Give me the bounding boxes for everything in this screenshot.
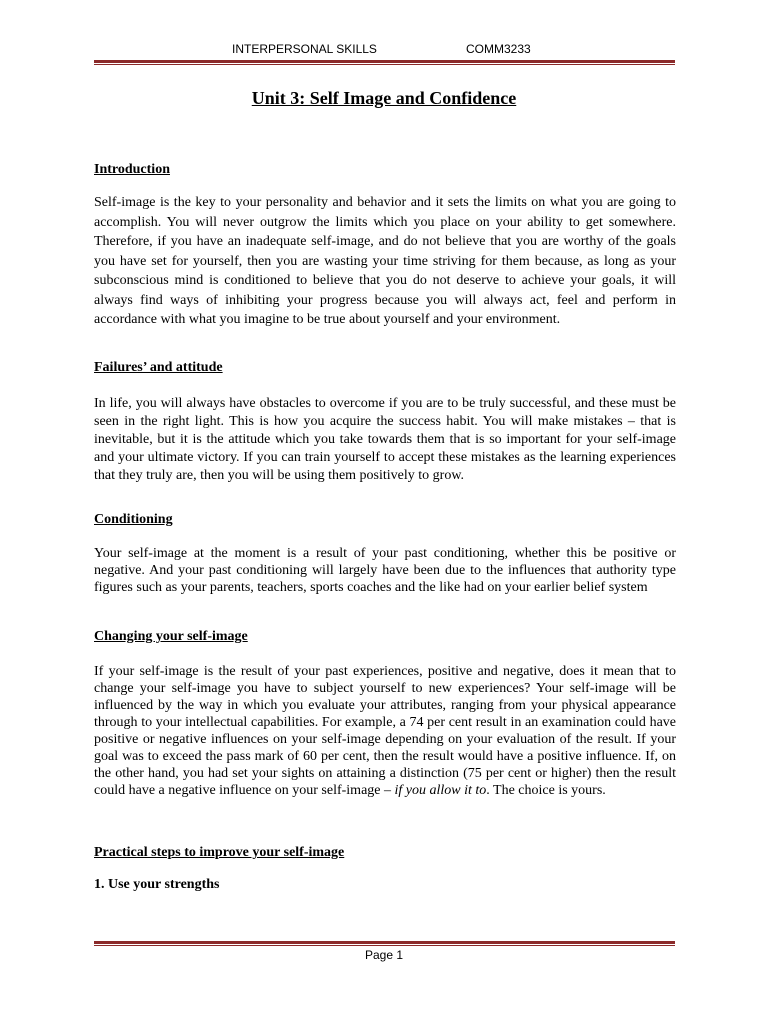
changing-heading: Changing your self-image [94,629,248,644]
header-course: INTERPERSONAL SKILLS [232,42,377,56]
changing-text-end: . The choice is yours. [486,783,606,798]
introduction-paragraph: Self-image is the key to your personality and behavior and it sets the limits on what you are going to accomplish. You will never outgrow the limits which you place on your ability to get somewhere. Therefore, if you have an inadequate self-image, and do not believe that you are worthy of the goals you have set for yourself, then you are wasting your time striving for them because, as long as your subconscious mind is conditioned to believe that you do not deserve to achieve your goals, it will always find ways of inhibiting your progress because you will always act, feel and perform in accordance with what you imagine to be true about yourself and your environment. [94,195,676,327]
changing-text-main: If your self-image is the result of your past experiences, positive and negative, does it mean that to change your self-image you have to subject yourself to new experiences? Your self-image will be influenced by the way in which you evaluate your attributes, ranging from your physical appearance through to your intellectual capabilities. For example, a 74 per cent result in an examination could have positive or negative influences on your self-image depending on your evaluation of the result. If your goal was to exceed the pass mark of 60 per cent, then the result would have a positive influence. If, on the other hand, you had set your sights on attaining a distinction (75 per cent or higher) then the result could have a negative influence on your self-image – [94,664,676,798]
unit-title: Unit 3: Self Image and Confidence [251,88,517,108]
failures-heading: Failures’ and attitude [94,360,223,375]
conditioning-heading: Conditioning [94,512,173,527]
header-code: COMM3233 [466,42,531,56]
practical-steps-heading: Practical steps to improve your self-image [94,845,345,860]
conditioning-paragraph: Your self-image at the moment is a result of your past conditioning, whether this be positive or negative. And your past conditioning will largely have been due to the influences that authority type figures such as your parents, teachers, sports coaches and the like had on your earlier belief system [94,546,676,595]
step-1-heading: 1. Use your strengths [94,877,220,892]
footer-rule [94,941,675,946]
page-number: Page 1 [364,948,404,962]
header-rule [94,60,675,65]
changing-text-italic: if you allow it to [394,783,487,798]
changing-paragraph [94,663,676,799]
failures-paragraph: In life, you will always have obstacles to overcome if you are to be truly successful, and these must be seen in the right light. This is how you acquire the success habit. You will make mistakes – that is inevitable, but it is the attitude which you take towards them that is so important for your self-image and your ultimate victory. If you can train yourself to accept these mistakes as the learning experiences that they truly are, then you will be using them positively to grow. [94,396,676,483]
introduction-heading: Introduction [94,162,170,177]
